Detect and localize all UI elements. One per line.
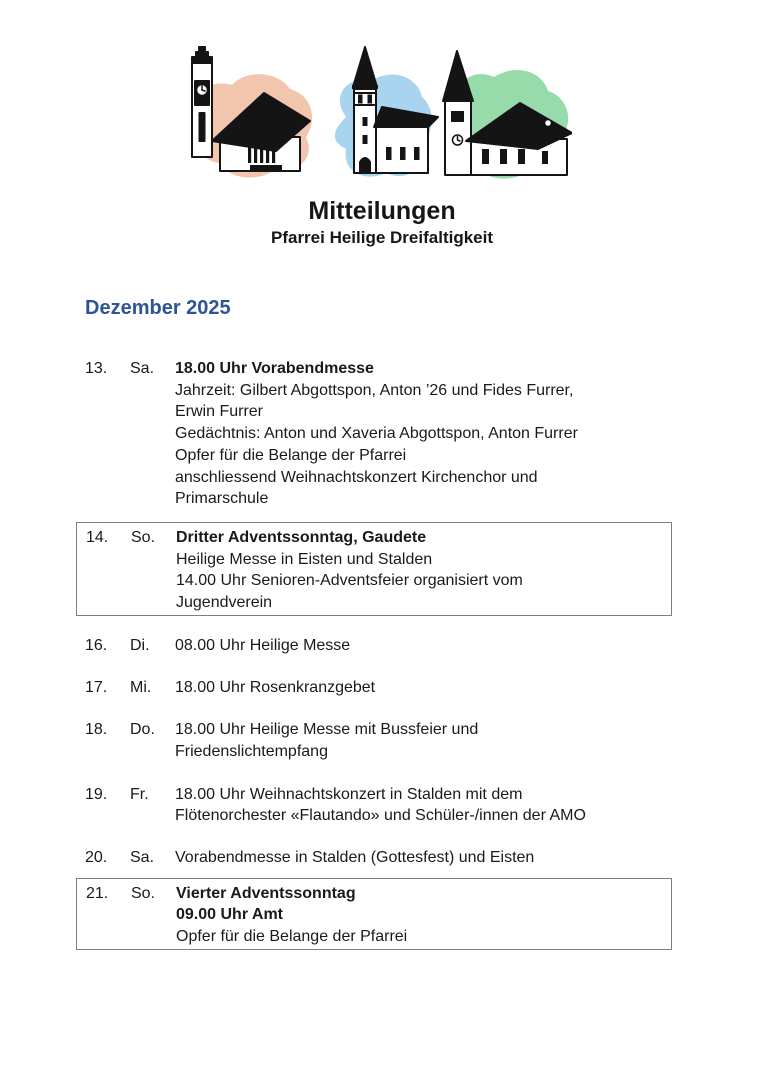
event-entry — [76, 358, 672, 510]
event-day-number: 17. — [85, 679, 108, 697]
event-day-number: 16. — [85, 636, 108, 654]
church-icon-middle — [335, 47, 438, 177]
event-line: anschliessend Weihnachtskonzert Kirchenchor und — [175, 468, 538, 486]
event-entry — [76, 677, 672, 699]
event-line: Vierter Adventssonntag — [176, 884, 356, 902]
event-entry — [76, 635, 672, 657]
event-entry-boxed — [76, 878, 672, 950]
church-icon-right — [443, 51, 572, 179]
event-description — [175, 677, 672, 699]
event-list — [0, 358, 764, 950]
event-line: Jugendverein — [176, 594, 273, 612]
event-weekday: So. — [131, 528, 156, 546]
event-day-number: 18. — [85, 721, 108, 739]
event-line: Dritter Adventssonntag, Gaudete — [176, 528, 427, 546]
event-line: Vorabendmesse in Stalden (Gottesfest) und Eisten — [175, 848, 535, 866]
event-line: Erwin Furrer — [175, 403, 264, 421]
header-artwork — [172, 45, 572, 185]
event-day-number: 14. — [86, 528, 109, 546]
event-line: 18.00 Uhr Heilige Messe mit Bussfeier und — [175, 721, 479, 739]
event-day-number: 13. — [85, 360, 108, 377]
page-subtitle: Pfarrei Heilige Dreifaltigkeit — [270, 228, 494, 247]
event-line: Gedächtnis: Anton und Xaveria Abgottspon, Anton Furrer — [175, 425, 578, 443]
event-description — [175, 847, 672, 869]
event-day-number: 20. — [85, 848, 108, 866]
event-description — [175, 358, 672, 510]
event-weekday: Do. — [130, 721, 155, 739]
event-description — [175, 719, 672, 762]
event-description — [176, 527, 671, 614]
event-line: Jahrzeit: Gilbert Abgottspon, Anton ’26 und Fides Furrer, — [175, 381, 574, 399]
event-line: Primarschule — [175, 490, 269, 508]
event-line: 18.00 Uhr Weihnachtskonzert in Stalden mit dem — [175, 785, 523, 803]
event-description — [175, 784, 672, 827]
event-line: 09.00 Uhr Amt — [176, 906, 283, 924]
event-weekday: So. — [131, 884, 156, 902]
event-weekday: Di. — [130, 636, 150, 654]
event-line: 08.00 Uhr Heilige Messe — [175, 636, 351, 654]
church-icon-left — [192, 47, 312, 178]
event-description — [176, 883, 671, 948]
event-weekday: Mi. — [130, 679, 152, 697]
event-entry — [76, 784, 672, 827]
event-line: Flötenorchester «Flautando» und Schüler-/innen der AMO — [175, 807, 586, 825]
event-entry — [76, 847, 672, 869]
event-weekday: Fr. — [130, 785, 149, 803]
event-line: Friedenslichtempfang — [175, 742, 328, 760]
event-weekday: Sa. — [130, 360, 155, 377]
event-day-number: 19. — [85, 785, 108, 803]
event-description — [175, 635, 672, 657]
event-line: Opfer für die Belange der Pfarrei — [176, 928, 408, 946]
page-title: Mitteilungen — [308, 197, 456, 225]
month-heading: Dezember 2025 — [85, 297, 231, 319]
event-line: Opfer für die Belange der Pfarrei — [175, 446, 407, 464]
event-day-number: 21. — [86, 884, 109, 902]
event-line: 18.00 Uhr Vorabendmesse — [175, 360, 374, 377]
churches-illustration — [172, 45, 572, 185]
event-line: 14.00 Uhr Senioren-Adventsfeier organisiert vom — [176, 572, 523, 590]
event-entry — [76, 719, 672, 762]
event-entry-boxed — [76, 522, 672, 616]
event-weekday: Sa. — [130, 848, 155, 866]
event-line: 18.00 Uhr Rosenkranzgebet — [175, 679, 376, 697]
event-line: Heilige Messe in Eisten und Stalden — [176, 550, 433, 568]
